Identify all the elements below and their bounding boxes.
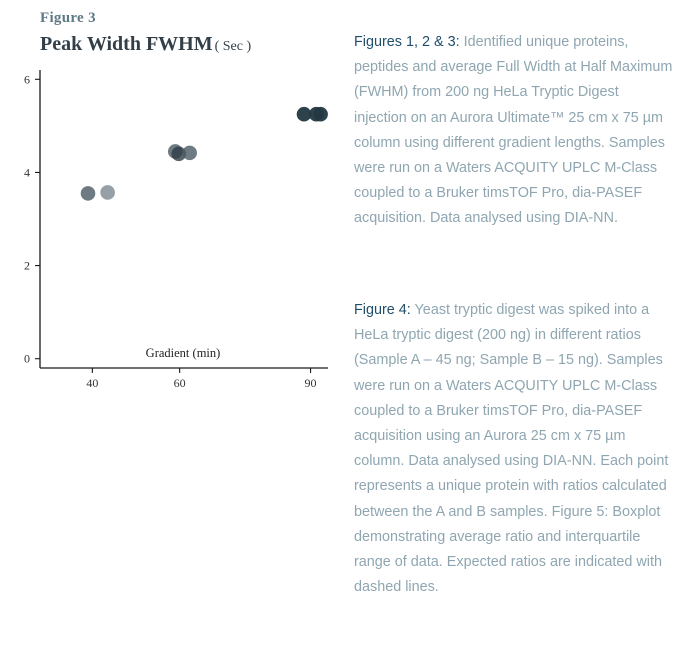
y-tick-label: 2 [24, 258, 30, 273]
data-point [100, 185, 115, 200]
x-axis-title: Gradient (min) [145, 346, 221, 360]
x-tick-label: 40 [86, 376, 99, 390]
y-tick-label: 4 [24, 165, 30, 180]
data-point [313, 107, 328, 122]
caption-2-body: Yeast tryptic digest was spiked into a HeLa tryptic digest (200 ng) in different ratios (Sample A – 45 ng; Sample B – 15 ng). Samples were run on a Waters ACQUITY UPLC M-Class coupled to a Bruker timsTOF Pro, dia-PASEF acquisition using an Aurora 25 cm x 75 µm column. Data analysed using DIA-NN. Each point represents a unique protein with ratios calculated between the A and B samples. Figure 5: Boxplot demonstrating average ratio and interquartile range of data. Expected ratios are indicated with dashed lines. [354, 302, 669, 596]
data-point [182, 146, 197, 161]
y-tick-label: 6 [24, 72, 30, 87]
x-tick-label: 90 [304, 376, 317, 390]
data-point [81, 186, 96, 201]
scatter-chart [0, 0, 340, 400]
chart-title-unit: ( Sec ) [214, 39, 252, 54]
chart-title-text: Peak Width FWHM [40, 33, 213, 55]
caption-1-body: Identified unique proteins, peptides and average Full Width at Half Maximum (FWHM) from 200 ng HeLa Tryptic Digest injection on an Aurora Ultimate™ 25 cm x 75 µm column using different gradient lengths. Samples were run on a Waters ACQUITY UPLC M-Class coupled to a Bruker timsTOF Pro, dia-PASEF acquisition. Data analysed using DIA-NN. [354, 34, 673, 227]
caption-1-lead: Figures 1, 2 & 3: [354, 34, 460, 50]
y-tick-label: 0 [24, 351, 30, 366]
caption-figures-1-2-3 [354, 30, 674, 232]
figure-label: Figure 3 [40, 10, 96, 26]
caption-figure-4 [354, 298, 674, 600]
caption-2-lead: Figure 4: [354, 302, 411, 318]
x-tick-label: 60 [173, 376, 186, 390]
